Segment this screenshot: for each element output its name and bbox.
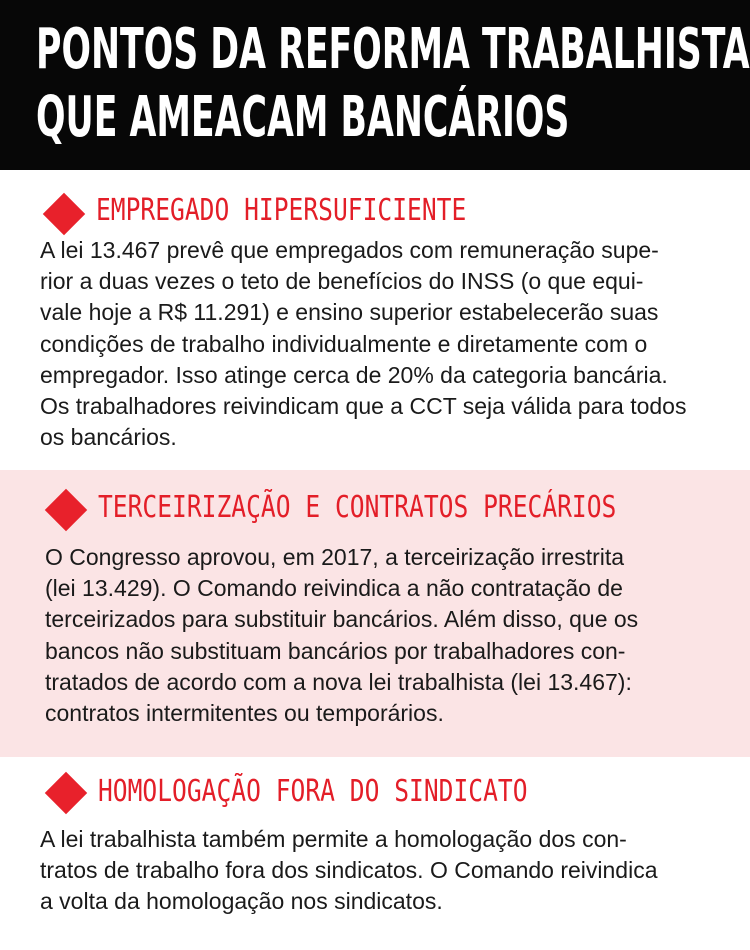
red-diamond-icon bbox=[45, 772, 87, 814]
body-line: terceirizados para substituir bancários. Além disso, que os bbox=[45, 606, 639, 633]
body-line: vale hoje a R$ 11.291) e ensino superior estabelecerão suas bbox=[40, 299, 659, 326]
section-terceirizacao bbox=[0, 470, 750, 757]
body-line: contratos intermitentes ou temporários. bbox=[45, 700, 444, 727]
body-line: O Congresso aprovou, em 2017, a terceirização irrestrita bbox=[45, 544, 625, 570]
body-line: os bancários. bbox=[40, 424, 177, 451]
body-line: tratados de acordo com a nova lei trabalhista (lei 13.467): bbox=[45, 668, 632, 695]
body-line: Os trabalhadores reivindicam que a CCT seja válida para todos bbox=[40, 393, 687, 420]
body-line: condições de trabalho individualmente e diretamente com o bbox=[40, 330, 648, 357]
section-title: HOMOLOGAÇÃO FORA DO SINDICATO bbox=[98, 774, 528, 809]
body-line: a volta da homologação nos sindicatos. bbox=[40, 888, 443, 915]
section-body bbox=[40, 235, 720, 453]
page-title-line-1: PONTOS DA REFORMA TRABALHISTA bbox=[36, 17, 750, 82]
section-empregado-hipersuficiente bbox=[0, 170, 750, 470]
header-banner bbox=[0, 0, 750, 170]
section-body bbox=[40, 824, 720, 918]
red-diamond-icon bbox=[43, 193, 85, 235]
section-body bbox=[45, 542, 725, 729]
section-title: EMPREGADO HIPERSUFICIENTE bbox=[96, 193, 467, 228]
body-line: bancos não substituam bancários por trabalhadores con- bbox=[45, 637, 626, 664]
body-line: rior a duas vezes o teto de benefícios do INSS (o que equi- bbox=[40, 268, 644, 295]
body-line: empregador. Isso atinge cerca de 20% da categoria bancária. bbox=[40, 361, 668, 388]
page-title-line-2: QUE AMEACAM BANCÁRIOS bbox=[36, 85, 570, 150]
section-homologacao bbox=[0, 757, 750, 950]
red-diamond-icon bbox=[45, 489, 87, 531]
body-line: tratos de trabalho fora dos sindicatos. O Comando reivindica bbox=[40, 857, 658, 884]
body-line: A lei trabalhista também permite a homologação dos con- bbox=[40, 826, 627, 852]
body-line: A lei 13.467 prevê que empregados com remuneração supe- bbox=[40, 237, 659, 263]
body-line: (lei 13.429). O Comando reivindica a não contratação de bbox=[45, 575, 623, 602]
section-title: TERCEIRIZAÇÃO E CONTRATOS PRECÁRIOS bbox=[98, 490, 617, 525]
